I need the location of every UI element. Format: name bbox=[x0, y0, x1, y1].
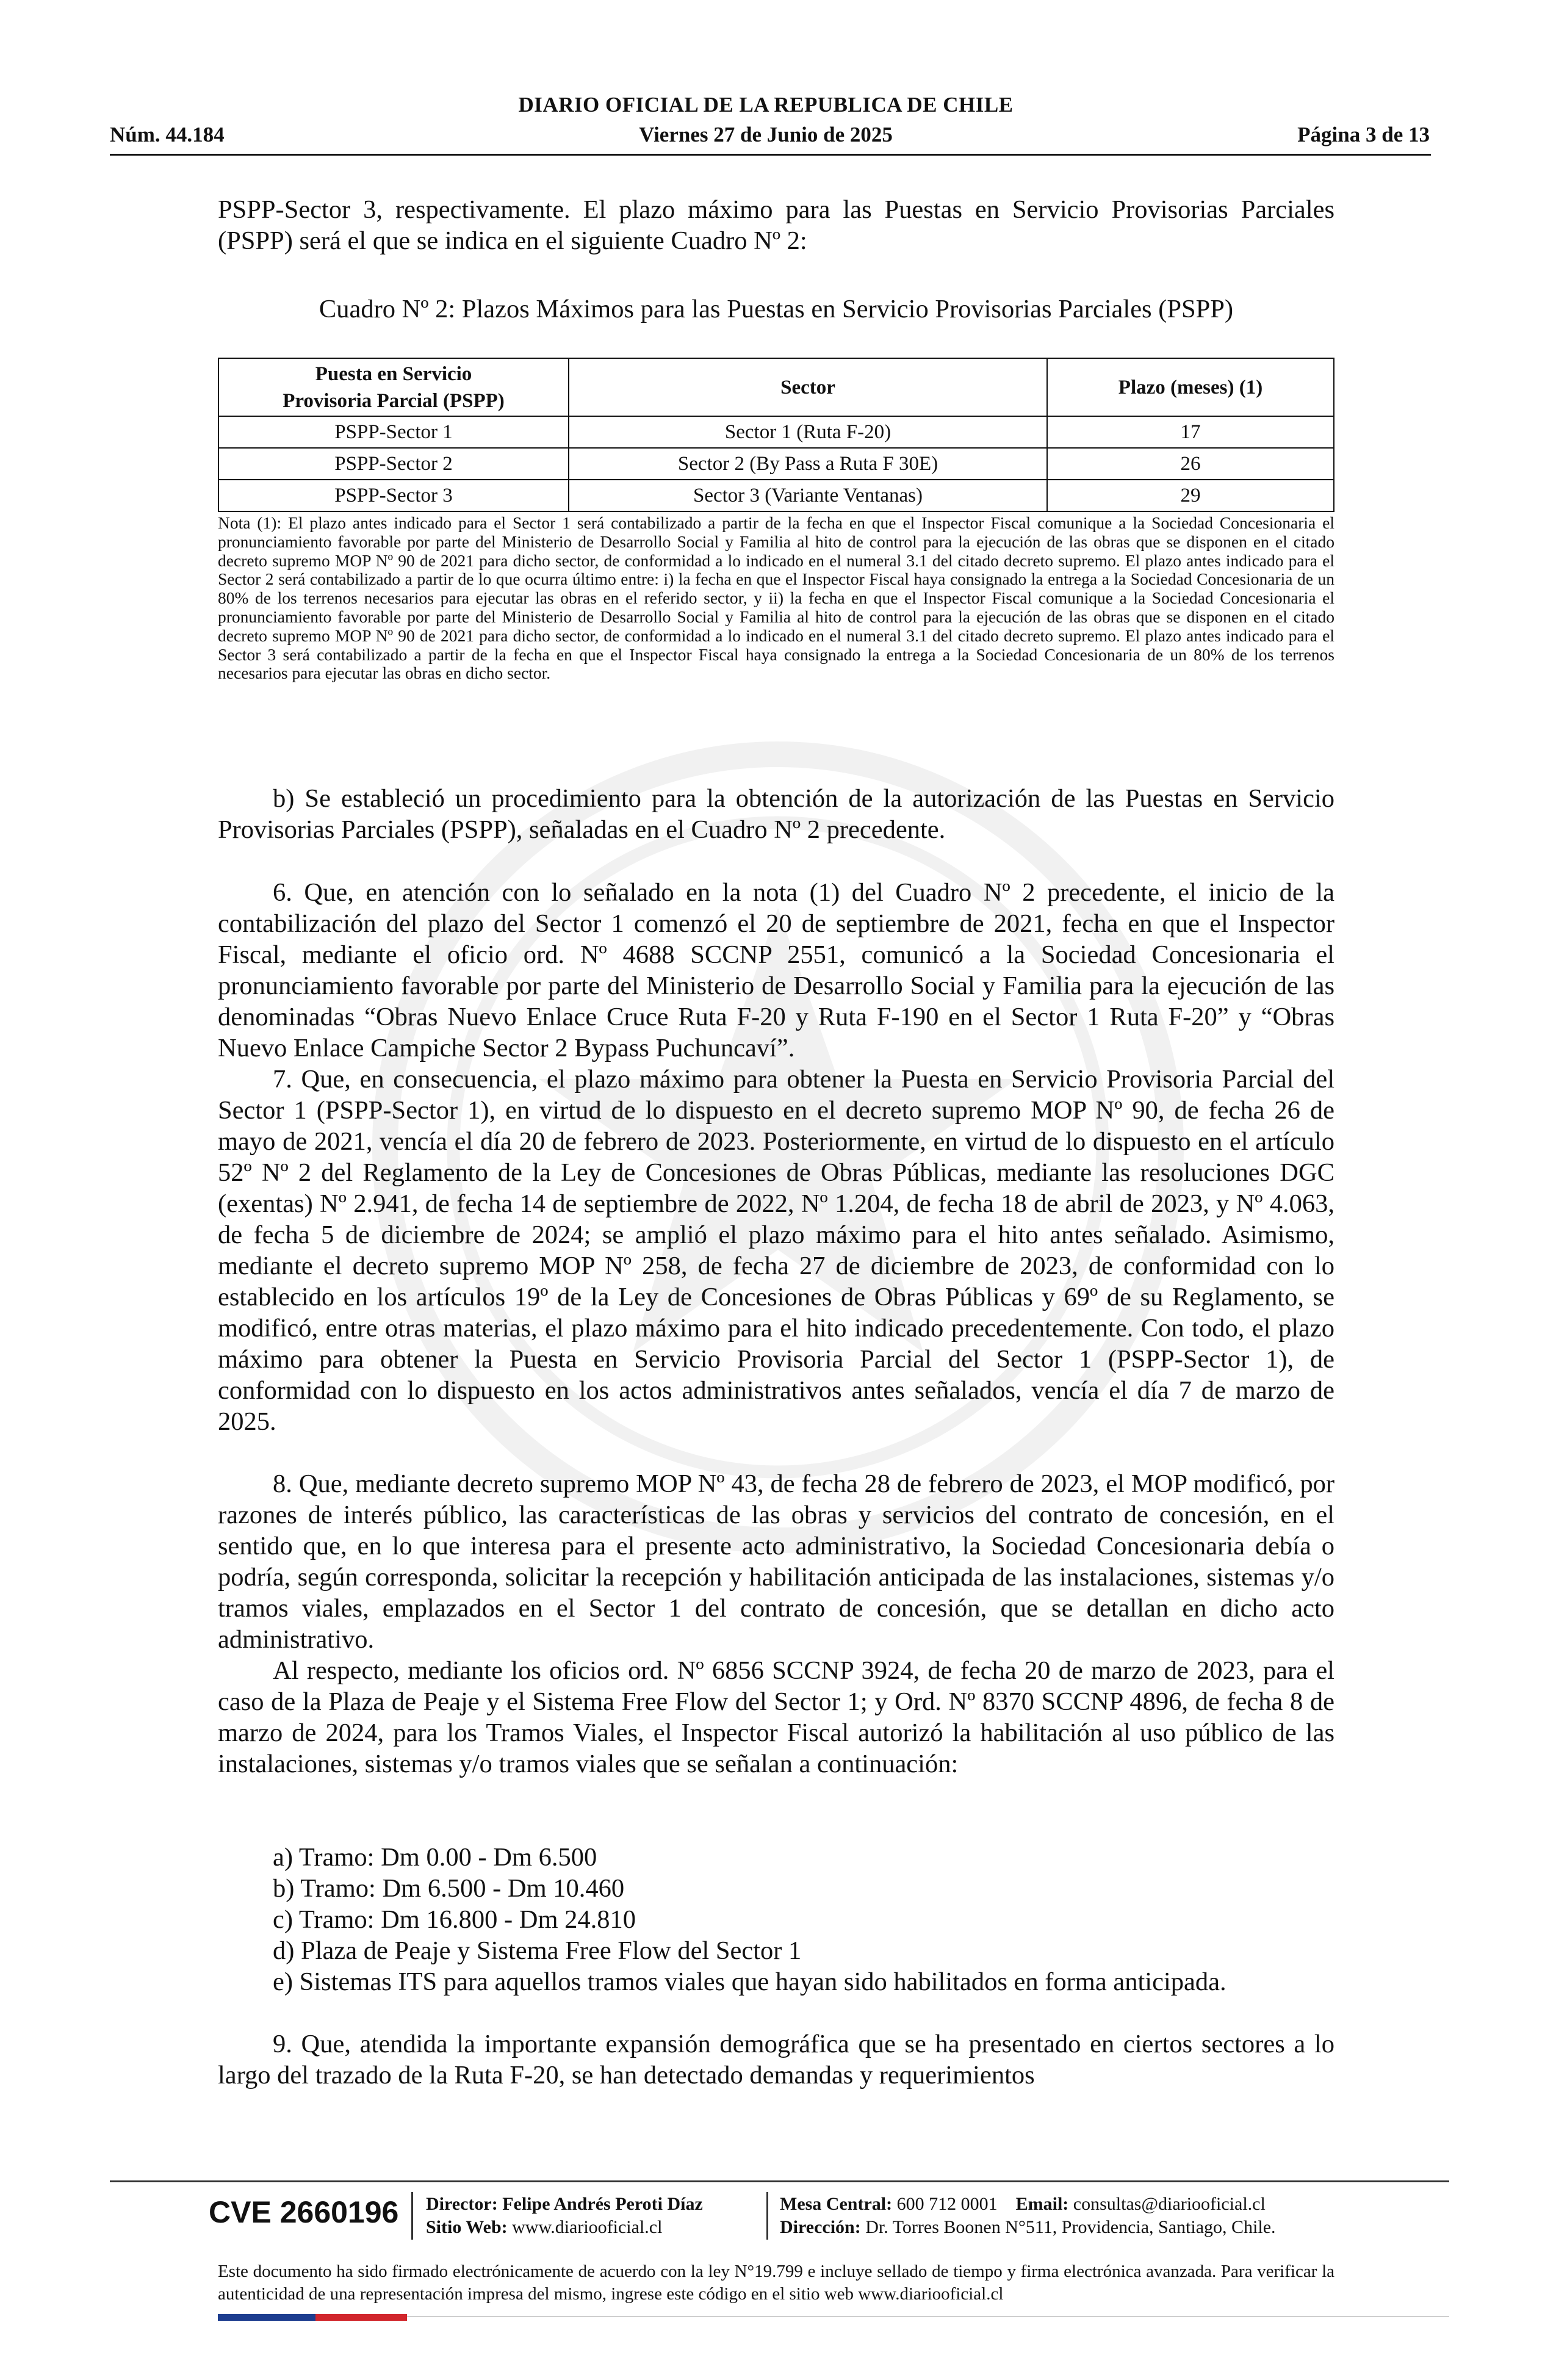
paragraph-7: 7. Que, en consecuencia, el plazo máximo para obtener la Puesta en Servicio Provisoria Parcial del Sector 1 (PSPP-Sector 1), en virtud de lo dispuesto en el decreto supremo MOP Nº 90, de fecha 26 de mayo de 2021, vencía el día 20 de febrero de 2023. Posteriormente, en virtud de lo dispuesto en el artículo 52º Nº 2 del Reglamento de la Ley de Concesiones de Obras Públicas, mediante las resoluciones DGC (exentas) Nº 2.941, de fecha 14 de septiembre de 2022, Nº 1.204, de fecha 18 de abril de 2023, y Nº 4.063, de fecha 5 de diciembre de 2024; se amplió el plazo máximo para el hito antes señalado. Asimismo, mediante el decreto supremo MOP Nº 258, de fecha 27 de diciembre de 2023, de conformidad con lo establecido en los artículos 19º de la Ley de Concesiones de Obras Públicas y 69º de su Reglamento, se modificó, entre otras materias, el plazo máximo para el hito indicado precedentemente. Con todo, el plazo máximo para obtener la Puesta en Servicio Provisoria Parcial del Sector 1 (PSPP-Sector 1), de conformidad con lo dispuesto en los actos administrativos antes señalados, vencía el día 7 de marzo de 2025. bbox=[218, 1065, 1334, 1436]
intro-paragraph: PSPP-Sector 3, respectivamente. El plazo máximo para las Puestas en Servicio Provisorias Parciales (PSPP) será el que se indica en el siguiente Cuadro Nº 2: bbox=[218, 195, 1334, 255]
page-number: Página 3 de 13 bbox=[1297, 123, 1430, 146]
cell-pspp: PSPP-Sector 3 bbox=[218, 480, 569, 511]
paragraph-9: 9. Que, atendida la importante expansión demográfica que se ha presentado en ciertos sectores a lo largo del trazado de la Ruta F-20, se han detectado demandas y requerimientos bbox=[218, 2030, 1334, 2090]
web-link[interactable]: www.diariooficial.cl bbox=[512, 2217, 663, 2237]
list-item: a) Tramo: Dm 0.00 - Dm 6.500 bbox=[273, 1843, 597, 1872]
paragraph-6: 6. Que, en atención con lo señalado en la nota (1) del Cuadro Nº 2 precedente, el inicio de la contabilización del plazo del Sector 1 comenzó el 20 de septiembre de 2021, fecha en que el Inspector Fiscal, mediante el oficio ord. Nº 4688 SCCNP 2551, comunicó a la Sociedad Concesionaria el pronunciamiento favorable por parte del Ministerio de Desarrollo Social y Familia para la ejecución de las denominadas “Obras Nuevo Enlace Cruce Ruta F-20 y Ruta F-190 en el Sector 1 Ruta F-20” y “Obras Nuevo Enlace Campiche Sector 2 Bypass Puchuncaví”. bbox=[218, 878, 1334, 1062]
newspaper-title: DIARIO OFICIAL DE LA REPUBLICA DE CHILE bbox=[518, 93, 1014, 117]
table-row bbox=[218, 480, 1334, 511]
issue-number: Núm. 44.184 bbox=[110, 123, 225, 146]
footer-separator bbox=[766, 2192, 768, 2240]
signature-note: Este documento ha sido firmado electrónicamente de acuerdo con la ley N°19.799 e incluye sellado de tiempo y firma electrónica avanzada. Para verificar la autenticidad de una representación impresa del mismo, ingrese este código en el sitio web www.diariooficial.cl bbox=[218, 2262, 1334, 2304]
cell-pspp: PSPP-Sector 2 bbox=[218, 448, 569, 480]
flag-stripe-line bbox=[407, 2316, 1449, 2317]
table-row bbox=[218, 448, 1334, 480]
director-name: Felipe Andrés Peroti Díaz bbox=[502, 2194, 703, 2214]
direccion-label: Dirección: bbox=[780, 2217, 861, 2237]
header-sector: Sector bbox=[569, 358, 1047, 416]
habilitacion-list bbox=[273, 1842, 1226, 1997]
footer-separator bbox=[411, 2192, 413, 2240]
list-item: b) Tramo: Dm 6.500 - Dm 10.460 bbox=[273, 1874, 625, 1903]
plazos-table bbox=[218, 358, 1334, 512]
paragraph-b: b) Se estableció un procedimiento para la obtención de la autorización de las Puestas en Servicio Provisorias Parciales (PSPP), señaladas en el Cuadro Nº 2 precedente. bbox=[218, 784, 1334, 844]
table-header-row bbox=[218, 358, 1334, 416]
footer-contact-block bbox=[780, 2193, 1276, 2239]
email-link[interactable]: consultas@diariooficial.cl bbox=[1073, 2194, 1266, 2214]
footer-director-block bbox=[426, 2193, 703, 2239]
direccion-value: Dr. Torres Boonen N°511, Providencia, Santiago, Chile. bbox=[865, 2217, 1276, 2237]
header-plazo: Plazo (meses) (1) bbox=[1047, 358, 1334, 416]
header-pspp-line2: Provisoria Parcial (PSPP) bbox=[283, 389, 505, 412]
mesa-label: Mesa Central: bbox=[780, 2194, 893, 2214]
list-item: e) Sistemas ITS para aquellos tramos viales que hayan sido habilitados en forma anticipada. bbox=[273, 1967, 1226, 1996]
mesa-phone: 600 712 0001 bbox=[896, 2194, 998, 2214]
flag-stripe-red bbox=[315, 2314, 407, 2321]
table-note: Nota (1): El plazo antes indicado para el Sector 1 será contabilizado a partir de la fecha en que el Inspector Fiscal comunique a la Sociedad Concesionaria el pronunciamiento favorable por parte del Ministerio de Desarrollo Social y Familia al hito de control para la ejecución de las obras que se disponen en el citado decreto supremo MOP Nº 90 de 2021 para dicho sector, de conformidad a lo indicado en el numeral 3.1 del citado decreto supremo. El plazo antes indicado para el Sector 2 será contabilizado a partir de lo que ocurra último entre: i) la fecha en que el Inspector Fiscal haya consignado la entrega a la Sociedad Concesionaria de un 80% de los terrenos necesarios para ejecutar las obras en el referido sector, y ii) la fecha en que el Inspector Fiscal comunique a la Sociedad Concesionaria el pronunciamiento favorable por parte del Ministerio de Desarrollo Social y Familia al hito de control para la ejecución de las obras que se disponen en el citado decreto supremo MOP Nº 90 de 2021 para dicho sector, de conformidad a lo indicado en el numeral 3.1 del citado decreto supremo. El plazo antes indicado para el Sector 3 será contabilizado a partir de la fecha en que el Inspector Fiscal haya consignado la entrega a la Sociedad Concesionaria de un 80% de los terrenos necesarios para ejecutar las obras en dicho sector. bbox=[218, 513, 1334, 683]
paragraph-8: 8. Que, mediante decreto supremo MOP Nº 43, de fecha 28 de febrero de 2023, el MOP modificó, por razones de interés público, las características de las obras y servicios del contrato de concesión, en el sentido que, en lo que interesa para el presente acto administrativo, la Sociedad Concesionaria debía o podría, según corresponda, solicitar la recepción y habilitación anticipada de las instalaciones, sistemas y/o tramos viales, emplazados en el Sector 1 del contrato de concesión, que se detallan en dicho acto administrativo. bbox=[218, 1469, 1334, 1654]
footer-divider bbox=[110, 2180, 1449, 2182]
table-caption: Cuadro Nº 2: Plazos Máximos para las Puestas en Servicio Provisorias Parciales (PSPP) bbox=[319, 295, 1234, 323]
cell-plazo: 26 bbox=[1047, 448, 1334, 480]
cell-sector: Sector 1 (Ruta F-20) bbox=[569, 416, 1047, 448]
header-divider bbox=[110, 154, 1431, 156]
cve-code: CVE 2660196 bbox=[209, 2195, 399, 2229]
list-item: d) Plaza de Peaje y Sistema Free Flow del Sector 1 bbox=[273, 1936, 802, 1965]
director-label: Director: bbox=[426, 2194, 498, 2214]
cell-sector: Sector 3 (Variante Ventanas) bbox=[569, 480, 1047, 511]
email-label: Email: bbox=[1015, 2194, 1069, 2214]
header-pspp bbox=[218, 358, 569, 416]
paragraph-al-respecto: Al respecto, mediante los oficios ord. Nº 6856 SCCNP 3924, de fecha 20 de marzo de 2023, para el caso de la Plaza de Peaje y el Sistema Free Flow del Sector 1; y Ord. Nº 8370 SCCNP 4896, de fecha 8 de marzo de 2024, para los Tramos Viales, el Inspector Fiscal autorizó la habilitación al uso público de las instalaciones, sistemas y/o tramos viales que se señalan a continuación: bbox=[218, 1656, 1334, 1778]
web-label: Sitio Web: bbox=[426, 2217, 508, 2237]
cell-plazo: 17 bbox=[1047, 416, 1334, 448]
cell-sector: Sector 2 (By Pass a Ruta F 30E) bbox=[569, 448, 1047, 480]
table-row bbox=[218, 416, 1334, 448]
list-item: c) Tramo: Dm 16.800 - Dm 24.810 bbox=[273, 1905, 636, 1934]
cell-pspp: PSPP-Sector 1 bbox=[218, 416, 569, 448]
header-pspp-line1: Puesta en Servicio bbox=[315, 362, 472, 385]
flag-stripe-blue bbox=[218, 2314, 315, 2321]
cell-plazo: 29 bbox=[1047, 480, 1334, 511]
issue-date: Viernes 27 de Junio de 2025 bbox=[639, 123, 893, 146]
